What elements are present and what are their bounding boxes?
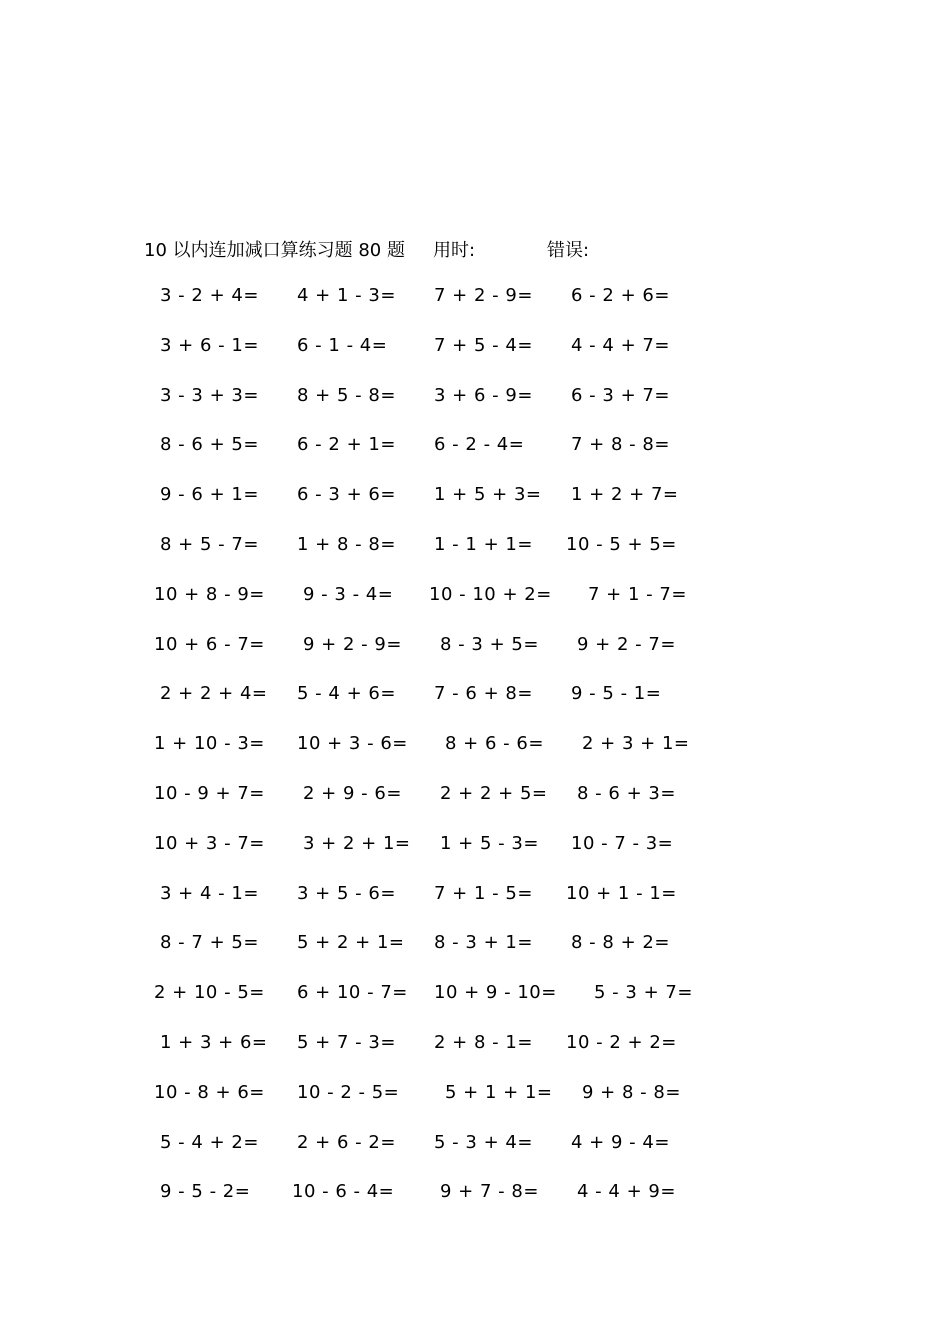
math-problem: 10 - 8 + 6= (154, 1081, 265, 1103)
math-problem: 10 + 6 - 7= (154, 633, 265, 655)
math-problem: 7 + 2 - 9= (434, 285, 533, 306)
problem-row (0, 1082, 950, 1132)
math-problem: 10 - 2 - 5= (297, 1081, 400, 1103)
problem-row (0, 634, 950, 684)
math-problem: 9 + 2 - 7= (577, 633, 676, 655)
math-problem: 3 + 5 - 6= (297, 882, 396, 904)
math-problem: 2 + 2 + 4= (160, 683, 268, 705)
math-problem: 2 + 6 - 2= (297, 1131, 396, 1153)
math-problem: 8 - 7 + 5= (160, 932, 259, 954)
math-problem: 1 + 5 - 3= (440, 832, 539, 854)
problem-row (0, 484, 950, 534)
math-problem: 5 + 2 + 1= (297, 932, 405, 954)
time-used-label: 用时: (433, 240, 476, 261)
math-problem: 8 - 3 + 1= (434, 932, 533, 954)
math-problem: 10 - 7 - 3= (571, 832, 674, 854)
math-problem: 6 - 2 + 1= (297, 434, 396, 456)
problem-row (0, 584, 950, 634)
math-problem: 3 - 3 + 3= (160, 384, 259, 406)
math-problem: 2 + 3 + 1= (582, 733, 690, 755)
math-problem: 9 - 3 - 4= (303, 583, 394, 605)
math-problem: 1 + 10 - 3= (154, 733, 265, 755)
worksheet-title: 10 以内连加减口算练习题 80 题 (144, 240, 405, 261)
math-problem: 1 - 1 + 1= (434, 533, 533, 555)
math-problem: 3 + 4 - 1= (160, 882, 259, 904)
problem-row (0, 1181, 950, 1231)
math-problem: 8 + 6 - 6= (445, 733, 544, 755)
math-problem: 3 + 6 - 1= (160, 334, 259, 356)
math-problem: 10 - 10 + 2= (429, 583, 552, 605)
math-problem: 5 - 3 + 7= (594, 982, 693, 1004)
math-problem: 7 + 8 - 8= (571, 434, 670, 456)
math-problem: 3 + 2 + 1= (303, 832, 411, 854)
math-problem: 8 - 8 + 2= (571, 932, 670, 954)
math-problem: 5 + 1 + 1= (445, 1081, 553, 1103)
math-problem: 8 - 6 + 3= (577, 782, 676, 804)
math-problem: 10 - 9 + 7= (154, 782, 265, 804)
problem-row (0, 932, 950, 982)
math-problem: 9 + 2 - 9= (303, 633, 402, 655)
math-problem: 10 - 5 + 5= (566, 533, 677, 555)
problem-row (0, 982, 950, 1032)
math-problem: 7 + 1 - 5= (434, 882, 533, 904)
math-problem: 2 + 2 + 5= (440, 782, 548, 804)
math-problem: 1 + 3 + 6= (160, 1031, 268, 1053)
problem-row (0, 833, 950, 883)
problem-row (0, 285, 950, 335)
math-problem: 6 - 3 + 7= (571, 384, 670, 406)
problem-row (0, 335, 950, 385)
errors-label: 错误: (547, 240, 590, 261)
problem-row (0, 733, 950, 783)
math-problem: 7 + 5 - 4= (434, 334, 533, 356)
math-problem: 10 + 1 - 1= (566, 882, 677, 904)
math-problem: 1 + 8 - 8= (297, 533, 396, 555)
problem-row (0, 1132, 950, 1182)
problem-row (0, 434, 950, 484)
math-problem: 9 - 6 + 1= (160, 484, 259, 506)
math-problem: 8 - 3 + 5= (440, 633, 539, 655)
problem-grid (0, 285, 950, 1231)
math-problem: 1 + 2 + 7= (571, 484, 679, 506)
math-problem: 8 + 5 - 7= (160, 533, 259, 555)
math-problem: 2 + 10 - 5= (154, 982, 265, 1004)
math-problem: 3 - 2 + 4= (160, 285, 259, 306)
math-problem: 1 + 5 + 3= (434, 484, 542, 506)
math-problem: 7 + 1 - 7= (588, 583, 687, 605)
math-problem: 9 + 7 - 8= (440, 1181, 539, 1203)
problem-row (0, 783, 950, 833)
problem-row (0, 385, 950, 435)
math-problem: 3 + 6 - 9= (434, 384, 533, 406)
math-problem: 6 - 1 - 4= (297, 334, 388, 356)
math-problem: 5 + 7 - 3= (297, 1031, 396, 1053)
math-problem: 9 - 5 - 2= (160, 1181, 251, 1203)
math-problem: 6 - 3 + 6= (297, 484, 396, 506)
math-problem: 9 + 8 - 8= (582, 1081, 681, 1103)
problem-row (0, 883, 950, 933)
math-problem: 10 + 9 - 10= (434, 982, 557, 1004)
math-problem: 10 - 2 + 2= (566, 1031, 677, 1053)
math-problem: 10 + 3 - 7= (154, 832, 265, 854)
math-problem: 10 + 3 - 6= (297, 733, 408, 755)
math-problem: 4 - 4 + 9= (577, 1181, 676, 1203)
math-problem: 10 - 6 - 4= (292, 1181, 395, 1203)
math-problem: 6 - 2 + 6= (571, 285, 670, 306)
math-problem: 5 - 3 + 4= (434, 1131, 533, 1153)
math-problem: 5 - 4 + 6= (297, 683, 396, 705)
math-problem: 8 + 5 - 8= (297, 384, 396, 406)
math-problem: 7 - 6 + 8= (434, 683, 533, 705)
math-problem: 2 + 8 - 1= (434, 1031, 533, 1053)
math-problem: 4 + 9 - 4= (571, 1131, 670, 1153)
math-problem: 6 - 2 - 4= (434, 434, 525, 456)
math-problem: 10 + 8 - 9= (154, 583, 265, 605)
math-problem: 4 + 1 - 3= (297, 285, 396, 306)
problem-row (0, 534, 950, 584)
problem-row (0, 683, 950, 733)
math-problem: 8 - 6 + 5= (160, 434, 259, 456)
math-problem: 6 + 10 - 7= (297, 982, 408, 1004)
problem-row (0, 1032, 950, 1082)
math-problem: 5 - 4 + 2= (160, 1131, 259, 1153)
math-problem: 2 + 9 - 6= (303, 782, 402, 804)
math-problem: 9 - 5 - 1= (571, 683, 662, 705)
math-problem: 4 - 4 + 7= (571, 334, 670, 356)
